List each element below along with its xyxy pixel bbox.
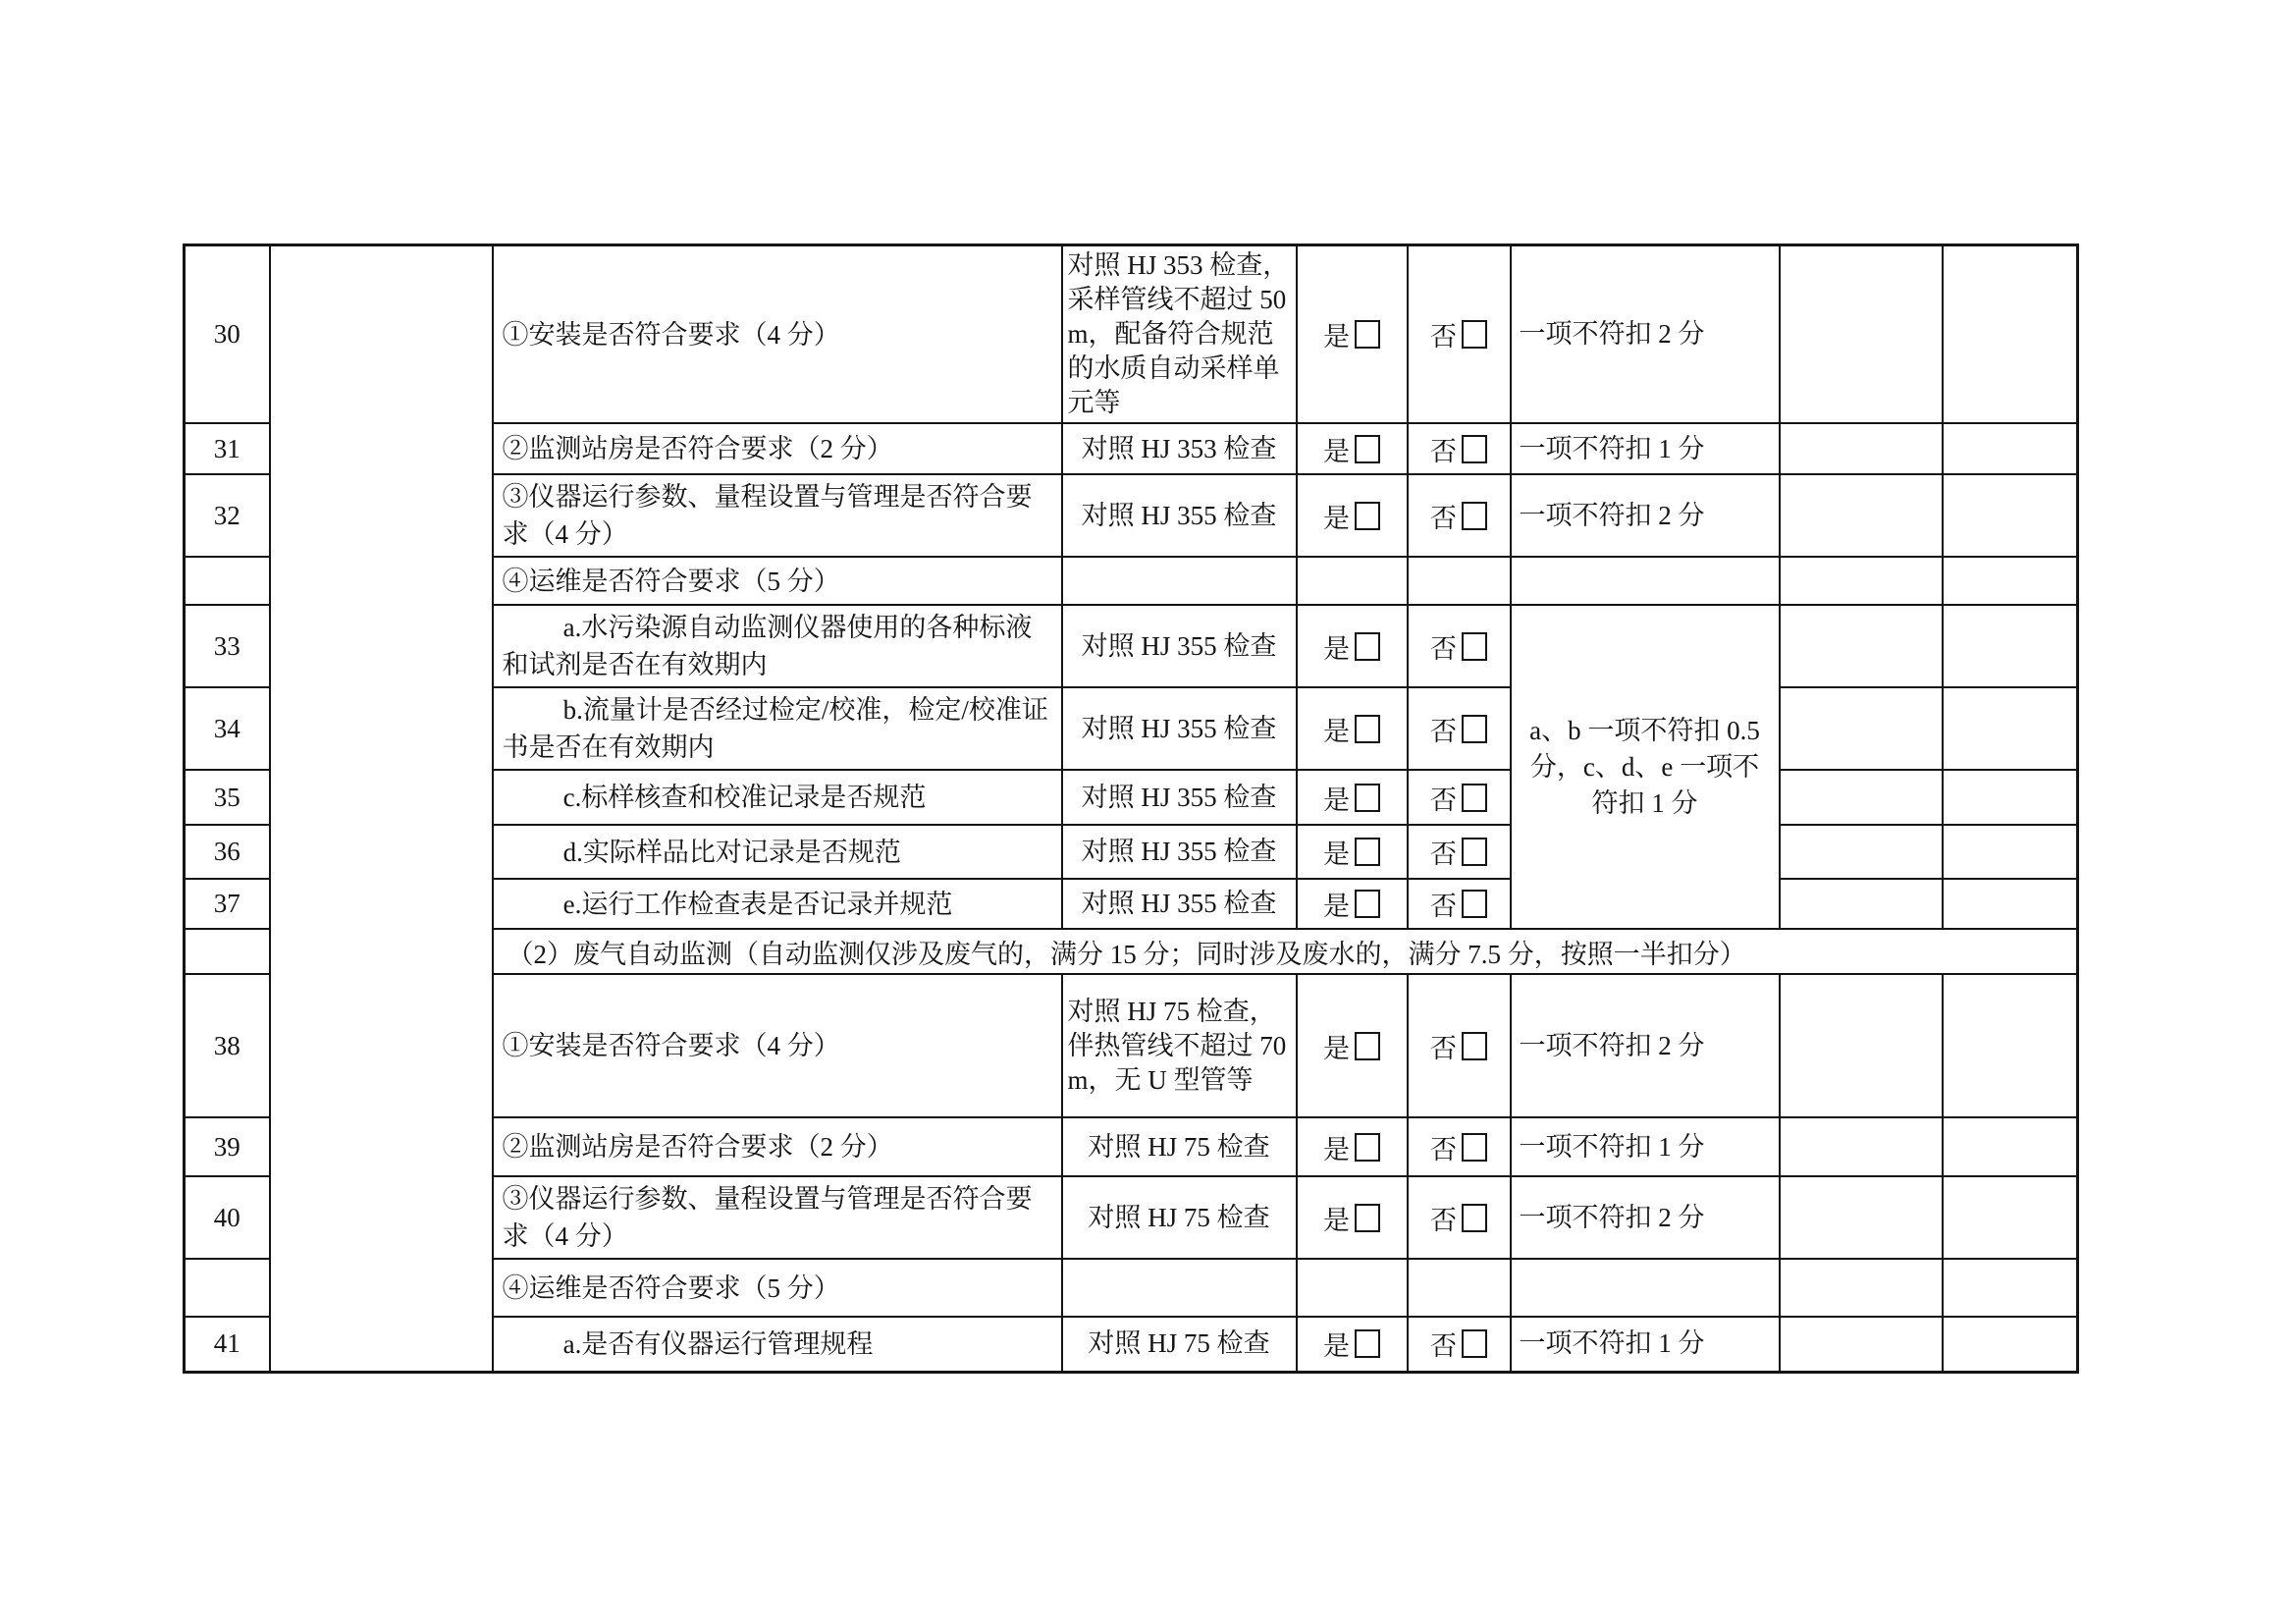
yes-checkbox[interactable]	[1355, 502, 1380, 530]
yes-cell	[1297, 879, 1408, 929]
row-number-cell: 34	[185, 687, 270, 770]
reference-cell	[1062, 1259, 1297, 1317]
no-label: 否	[1430, 716, 1457, 746]
reference-cell: 对照 HJ 355 检查	[1062, 474, 1297, 557]
no-cell	[1408, 605, 1511, 687]
blank-cell-1	[1780, 687, 1943, 770]
yes-checkbox[interactable]	[1355, 1204, 1380, 1232]
row-number-cell: 33	[185, 605, 270, 687]
score-rule-cell: 一项不符扣 1 分	[1511, 423, 1780, 474]
item-cell: ④运维是否符合要求（5 分）	[493, 1259, 1062, 1317]
blank-cell-2	[1943, 1317, 2078, 1372]
no-label: 否	[1430, 503, 1457, 533]
item-cell: a.水污染源自动监测仪器使用的各种标液和试剂是否在有效期内	[493, 605, 1062, 687]
yes-cell	[1297, 1117, 1408, 1176]
item-cell: ④运维是否符合要求（5 分）	[493, 557, 1062, 605]
no-label: 否	[1430, 1331, 1457, 1362]
row-number-cell: 40	[185, 1176, 270, 1259]
score-rule-cell: 一项不符扣 2 分	[1511, 974, 1780, 1117]
yes-checkbox[interactable]	[1355, 1329, 1380, 1358]
yes-cell	[1297, 557, 1408, 605]
yes-cell	[1297, 1176, 1408, 1259]
table-row	[185, 245, 2078, 424]
no-cell	[1408, 770, 1511, 825]
no-label: 否	[1430, 1134, 1457, 1164]
blank-cell-1	[1780, 1176, 1943, 1259]
yes-cell	[1297, 423, 1408, 474]
blank-cell-1	[1780, 879, 1943, 929]
no-checkbox[interactable]	[1462, 320, 1487, 349]
blank-cell-1	[1780, 423, 1943, 474]
no-label: 否	[1430, 633, 1457, 664]
blank-cell-2	[1943, 825, 2078, 879]
reference-cell	[1062, 557, 1297, 605]
yes-cell	[1297, 974, 1408, 1117]
no-cell	[1408, 474, 1511, 557]
yes-checkbox[interactable]	[1355, 435, 1380, 463]
score-rule-cell	[1511, 1259, 1780, 1317]
reference-cell: 对照 HJ 353 检查，采样管线不超过 50m，配备符合规范的水质自动采样单元等	[1062, 245, 1297, 424]
yes-label: 是	[1323, 892, 1350, 921]
reference-cell: 对照 HJ 75 检查	[1062, 1117, 1297, 1176]
yes-label: 是	[1323, 1331, 1350, 1362]
yes-checkbox[interactable]	[1355, 890, 1380, 918]
yes-checkbox[interactable]	[1355, 320, 1380, 349]
no-checkbox[interactable]	[1462, 784, 1487, 812]
item-cell: a.是否有仪器运行管理规程	[493, 1317, 1062, 1372]
item-cell: d.实际样品比对记录是否规范	[493, 825, 1062, 879]
blank-cell-2	[1943, 1117, 2078, 1176]
yes-checkbox[interactable]	[1355, 715, 1380, 743]
reference-cell: 对照 HJ 355 检查	[1062, 879, 1297, 929]
blank-cell-1	[1780, 557, 1943, 605]
no-cell	[1408, 687, 1511, 770]
yes-label: 是	[1323, 322, 1350, 352]
no-cell	[1408, 1117, 1511, 1176]
reference-cell: 对照 HJ 75 检查	[1062, 1317, 1297, 1372]
no-cell	[1408, 557, 1511, 605]
yes-label: 是	[1323, 1134, 1350, 1164]
item-cell: ③仪器运行参数、量程设置与管理是否符合要求（4 分）	[493, 1176, 1062, 1259]
yes-label: 是	[1323, 839, 1350, 869]
blank-cell-2	[1943, 687, 2078, 770]
item-cell: c.标样核查和校准记录是否规范	[493, 770, 1062, 825]
yes-label: 是	[1323, 1033, 1350, 1063]
no-cell	[1408, 974, 1511, 1117]
blank-cell-1	[1780, 1317, 1943, 1372]
row-number-cell: 32	[185, 474, 270, 557]
yes-cell	[1297, 825, 1408, 879]
yes-cell	[1297, 605, 1408, 687]
reference-cell: 对照 HJ 355 检查	[1062, 770, 1297, 825]
reference-cell: 对照 HJ 75 检查，伴热管线不超过 70m，无 U 型管等	[1062, 974, 1297, 1117]
yes-checkbox[interactable]	[1355, 1133, 1380, 1162]
yes-checkbox[interactable]	[1355, 784, 1380, 812]
reference-cell: 对照 HJ 75 检查	[1062, 1176, 1297, 1259]
yes-cell	[1297, 1317, 1408, 1372]
no-label: 否	[1430, 322, 1457, 352]
yes-checkbox[interactable]	[1355, 1032, 1380, 1060]
yes-cell	[1297, 474, 1408, 557]
score-rule-cell: 一项不符扣 1 分	[1511, 1317, 1780, 1372]
no-label: 否	[1430, 1205, 1457, 1235]
item-cell: e.运行工作检查表是否记录并规范	[493, 879, 1062, 929]
row-number-cell: 36	[185, 825, 270, 879]
no-label: 否	[1430, 892, 1457, 921]
blank-cell-1	[1780, 770, 1943, 825]
no-label: 否	[1430, 839, 1457, 869]
no-cell	[1408, 825, 1511, 879]
yes-cell	[1297, 245, 1408, 424]
no-checkbox[interactable]	[1462, 1204, 1487, 1232]
yes-cell	[1297, 770, 1408, 825]
no-cell	[1408, 1317, 1511, 1372]
no-checkbox[interactable]	[1462, 435, 1487, 463]
item-cell: ①安装是否符合要求（4 分）	[493, 974, 1062, 1117]
item-cell: ②监测站房是否符合要求（2 分）	[493, 1117, 1062, 1176]
yes-label: 是	[1323, 633, 1350, 664]
row-number-cell: 31	[185, 423, 270, 474]
no-checkbox[interactable]	[1462, 502, 1487, 530]
yes-label: 是	[1323, 716, 1350, 746]
yes-label: 是	[1323, 1205, 1350, 1235]
no-checkbox[interactable]	[1462, 632, 1487, 661]
row-number-cell	[185, 1259, 270, 1317]
yes-checkbox[interactable]	[1355, 838, 1380, 866]
blank-cell-2	[1943, 245, 2078, 424]
row-number-cell: 39	[185, 1117, 270, 1176]
category-cell	[270, 245, 493, 1373]
item-cell: ③仪器运行参数、量程设置与管理是否符合要求（4 分）	[493, 474, 1062, 557]
score-rule-cell: 一项不符扣 2 分	[1511, 474, 1780, 557]
inspection-table	[183, 244, 2079, 1374]
blank-cell-1	[1780, 605, 1943, 687]
blank-cell-2	[1943, 770, 2078, 825]
no-cell	[1408, 423, 1511, 474]
blank-cell-1	[1780, 245, 1943, 424]
blank-cell-1	[1780, 1259, 1943, 1317]
blank-cell-2	[1943, 605, 2078, 687]
item-cell: ②监测站房是否符合要求（2 分）	[493, 423, 1062, 474]
score-rule-cell: a、b 一项不符扣 0.5 分，c、d、e 一项不符扣 1 分	[1511, 605, 1780, 929]
score-rule-cell: 一项不符扣 1 分	[1511, 1117, 1780, 1176]
section-title-cell: （2）废气自动监测（自动监测仅涉及废气的，满分 15 分；同时涉及废水的，满分 7.5 分，按照一半扣分）	[493, 929, 2078, 974]
no-cell	[1408, 245, 1511, 424]
row-number-cell: 38	[185, 974, 270, 1117]
no-checkbox[interactable]	[1462, 1032, 1487, 1060]
no-checkbox[interactable]	[1462, 838, 1487, 866]
no-cell	[1408, 1259, 1511, 1317]
no-label: 否	[1430, 436, 1457, 466]
row-number-cell: 37	[185, 879, 270, 929]
no-checkbox[interactable]	[1462, 1133, 1487, 1162]
row-number-cell: 41	[185, 1317, 270, 1372]
reference-cell: 对照 HJ 355 检查	[1062, 687, 1297, 770]
no-checkbox[interactable]	[1462, 715, 1487, 743]
yes-label: 是	[1323, 503, 1350, 533]
no-cell	[1408, 1176, 1511, 1259]
yes-cell	[1297, 1259, 1408, 1317]
row-number-cell: 30	[185, 245, 270, 424]
blank-cell-2	[1943, 423, 2078, 474]
reference-cell: 对照 HJ 355 检查	[1062, 605, 1297, 687]
no-label: 否	[1430, 785, 1457, 815]
score-rule-cell: 一项不符扣 2 分	[1511, 245, 1780, 424]
row-number-cell: 35	[185, 770, 270, 825]
row-number-cell	[185, 929, 270, 974]
yes-label: 是	[1323, 436, 1350, 466]
score-rule-cell	[1511, 557, 1780, 605]
item-cell: b.流量计是否经过检定/校准，检定/校准证书是否在有效期内	[493, 687, 1062, 770]
row-number-cell	[185, 557, 270, 605]
blank-cell-2	[1943, 879, 2078, 929]
blank-cell-1	[1780, 1117, 1943, 1176]
no-cell	[1408, 879, 1511, 929]
item-cell: ①安装是否符合要求（4 分）	[493, 245, 1062, 424]
yes-cell	[1297, 687, 1408, 770]
reference-cell: 对照 HJ 353 检查	[1062, 423, 1297, 474]
blank-cell-2	[1943, 1259, 2078, 1317]
blank-cell-2	[1943, 1176, 2078, 1259]
no-label: 否	[1430, 1033, 1457, 1063]
blank-cell-2	[1943, 474, 2078, 557]
no-checkbox[interactable]	[1462, 890, 1487, 918]
yes-checkbox[interactable]	[1355, 632, 1380, 661]
no-checkbox[interactable]	[1462, 1329, 1487, 1358]
reference-cell: 对照 HJ 355 检查	[1062, 825, 1297, 879]
blank-cell-1	[1780, 825, 1943, 879]
blank-cell-2	[1943, 974, 2078, 1117]
blank-cell-1	[1780, 474, 1943, 557]
blank-cell-1	[1780, 974, 1943, 1117]
blank-cell-2	[1943, 557, 2078, 605]
yes-label: 是	[1323, 785, 1350, 815]
score-rule-cell: 一项不符扣 2 分	[1511, 1176, 1780, 1259]
